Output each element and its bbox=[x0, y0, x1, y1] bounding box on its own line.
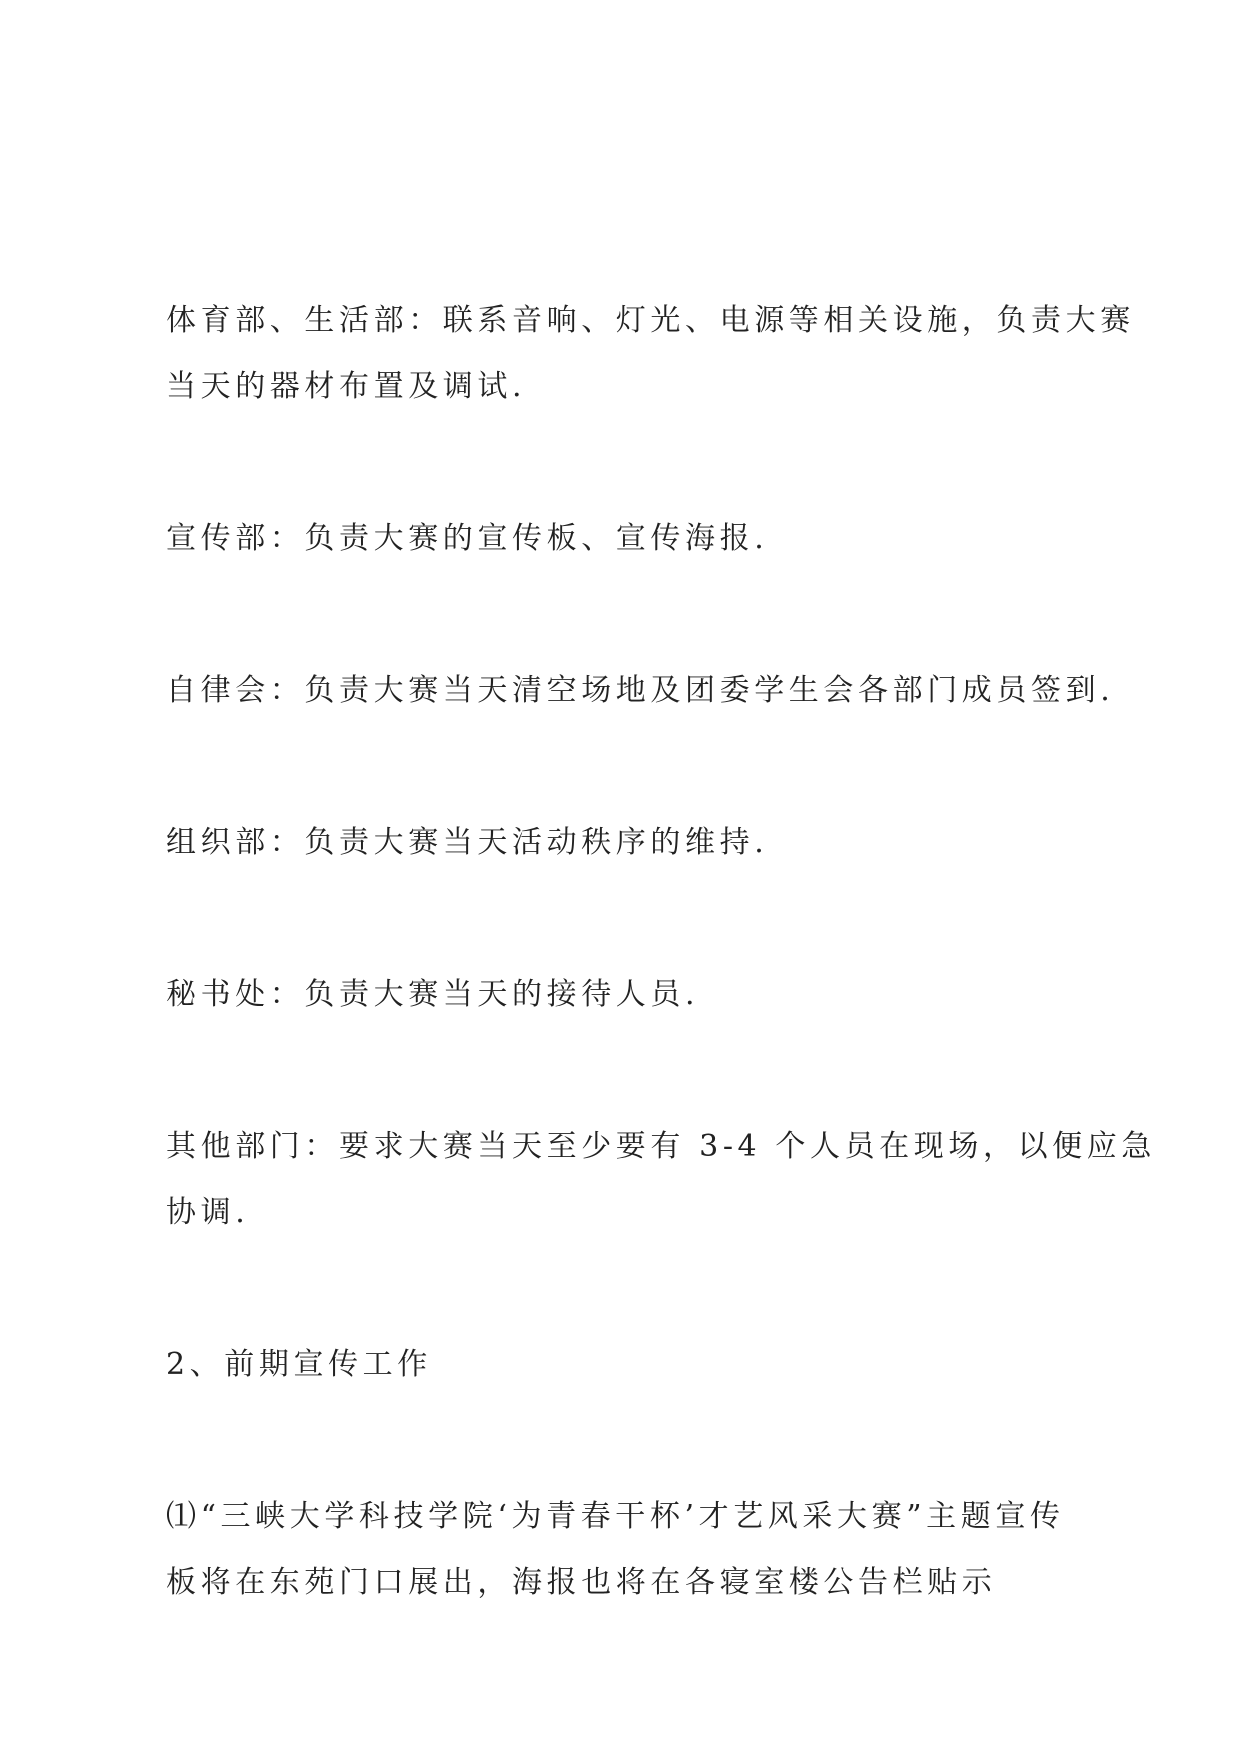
paragraph-publicity-board bbox=[166, 1484, 1096, 1616]
paragraph-secretariat bbox=[166, 962, 1096, 1028]
paragraph-sports-life-dept bbox=[166, 288, 1135, 420]
paragraph-line: 组织部：负责大赛当天活动秩序的维持. bbox=[166, 825, 769, 860]
document-body bbox=[166, 288, 1156, 1616]
paragraph-line: 板将在东苑门口展出，海报也将在各寝室楼公告栏贴示 bbox=[166, 1565, 997, 1600]
paragraph-line: 秘书处：负责大赛当天的接待人员. bbox=[166, 977, 700, 1012]
paragraph-line: 自律会：负责大赛当天清空场地及团委学生会各部门成员签到. bbox=[166, 673, 1115, 708]
paragraph-line: 当天的器材布置及调试. bbox=[166, 369, 527, 404]
paragraph-line: 协调. bbox=[166, 1195, 250, 1230]
paragraph-line: ⑴“三峡大学科技学院‘为青春干杯’才艺风采大赛”主题宣传 bbox=[166, 1499, 1065, 1534]
paragraph-other-depts bbox=[166, 1114, 1156, 1246]
paragraph-publicity-dept bbox=[166, 506, 1096, 572]
paragraph-self-discipline-committee bbox=[166, 658, 1115, 724]
section-heading-early-publicity bbox=[166, 1332, 1096, 1398]
paragraph-line: 体育部、生活部：联系音响、灯光、电源等相关设施，负责大赛 bbox=[166, 303, 1135, 338]
paragraph-line: 其他部门：要求大赛当天至少要有 3-4 个人员在现场，以便应急 bbox=[166, 1129, 1156, 1164]
paragraph-organization-dept bbox=[166, 810, 1096, 876]
paragraph-line: 宣传部：负责大赛的宣传板、宣传海报. bbox=[166, 521, 769, 556]
section-heading: 2、前期宣传工作 bbox=[166, 1347, 432, 1382]
